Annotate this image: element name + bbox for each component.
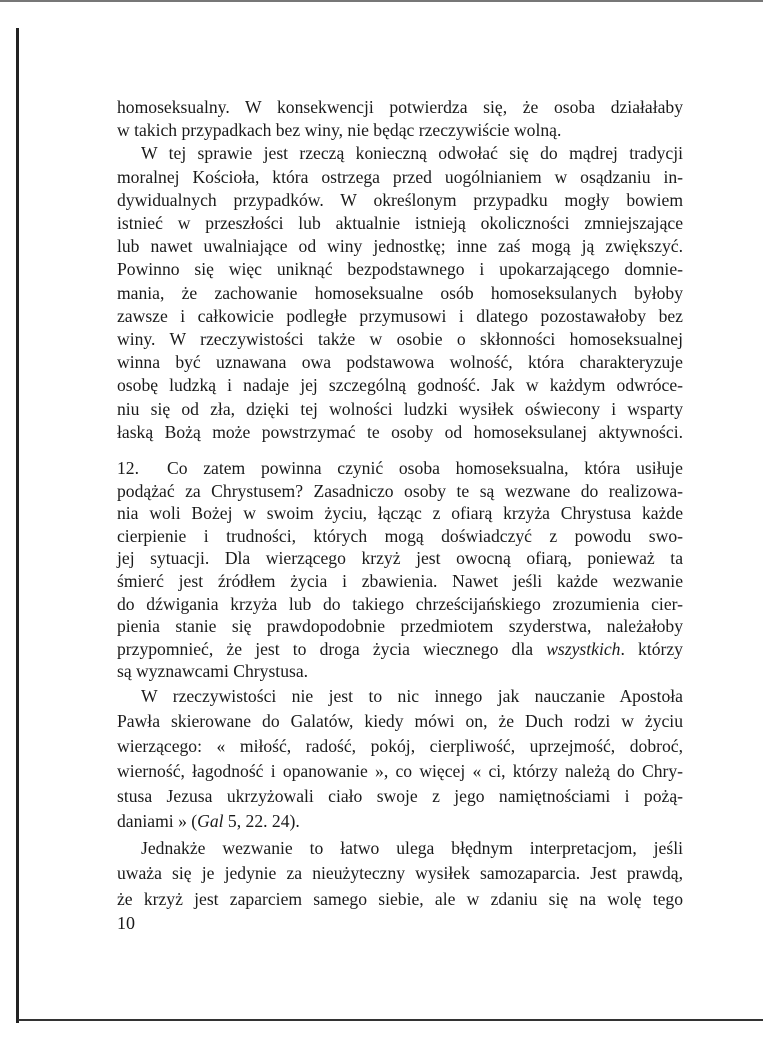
text-segment: stusa Jezusa ukrzyżowali ciało swoje z jego namiętnościami i pożą- <box>117 786 683 806</box>
text-line <box>117 862 683 884</box>
text-line <box>117 282 683 304</box>
text-segment: daniami » ( <box>117 811 198 831</box>
text-line <box>117 760 683 782</box>
italic-text: wszystkich <box>546 638 621 659</box>
text-line <box>117 119 683 141</box>
italic-text: Gal <box>197 811 224 831</box>
text-segment: W rzeczywistości nie jest to nic innego jak nauczanie Apostoła <box>141 686 683 706</box>
text-line <box>117 142 683 164</box>
text-line <box>117 660 683 682</box>
text-line <box>117 421 683 443</box>
text-segment: osobę ludzką i nadaje jej szczególną godność. Jak w każdym odwróce- <box>117 375 683 396</box>
text-segment: W tej sprawie jest rzeczą konieczną odwołać się do mądrej tradycji <box>141 143 683 164</box>
text-segment: wierność, łagodność i opanowanie », co więcej « ci, którzy należą do Chry- <box>117 761 683 781</box>
text-segment: do dźwigania krzyża lub do takiego chrześcijańskiego zrozumienia cier- <box>117 593 683 614</box>
text-segment: przypomnieć, że jest to droga życia wiecznego dla <box>117 638 547 659</box>
text-segment: że krzyż jest zaparciem samego siebie, ale w zdaniu się na wolę tego <box>117 888 683 909</box>
text-line <box>117 810 683 832</box>
text-segment: pienia stanie się prawdopodobnie przedmiotem szyderstwa, należałoby <box>117 616 683 637</box>
text-segment: winna być uznawana owa podstawowa wolność, która charakteryzuje <box>117 352 683 373</box>
text-segment: wierzącego: « miłość, radość, pokój, cierpliwość, uprzejmość, dobroć, <box>117 736 683 756</box>
text-line <box>117 638 683 660</box>
text-segment: uważa się je jedynie za nieużyteczny wysiłek samozaparcia. Jest prawdą, <box>117 863 683 884</box>
text-segment: łaską Bożą może powstrzymać te osoby od homoseksulanej aktywności. <box>117 421 683 442</box>
text-line <box>117 502 683 524</box>
text-segment: Powinno się więc uniknąć bezpodstawnego i upokarzającego domnie- <box>117 259 683 280</box>
text-line <box>117 785 683 807</box>
page-number: 10 <box>117 913 135 933</box>
paragraph-number: 12. <box>117 458 139 478</box>
text-segment: homoseksualny. W konsekwencji potwierdza się, że osoba działałaby <box>117 97 683 117</box>
text-segment: mania, że zachowanie homoseksualne osób homoseksulanych byłoby <box>117 282 683 303</box>
text-segment: moralnej Kościoła, która ostrzega przed uogólnianiem w osądzaniu in- <box>117 166 683 187</box>
text-line <box>117 374 683 396</box>
text-segment: w takich przypadkach bez winy, nie będąc rzeczywiście wolną. <box>117 120 562 141</box>
text-line <box>117 305 683 327</box>
text-line <box>117 888 683 910</box>
text-segment: niu się od zła, dzięki tej wolności ludzki wysiłek oświecony i wsparty <box>117 398 683 419</box>
text-segment: dywidualnych przypadków. W określonym przypadku mogły bowiem <box>117 189 683 210</box>
text-segment: zawsze i całkowicie podległe przymusowi i dlatego pozostawałoby bez <box>117 305 683 326</box>
text-line <box>117 351 683 373</box>
text-line <box>117 710 683 732</box>
text-segment: istnieć w przeszłości lub aktualnie istnieją okoliczności zmniejszające <box>117 213 683 233</box>
text-line <box>117 615 683 637</box>
text-segment: jej sytuacji. Dla wierzącego krzyż jest owocną ofiarą, ponieważ ta <box>117 548 683 569</box>
text-segment: Co zatem powinna czynić osoba homoseksualna, która usiłuje <box>167 458 683 478</box>
text-line <box>117 166 683 188</box>
text-line <box>117 837 683 859</box>
text-line <box>117 685 683 707</box>
text-line <box>117 457 683 479</box>
scan-edge-top <box>0 0 763 2</box>
text-segment: lub nawet uwalniające od winy jednostkę; inne zaś mogą ją zwiększyć. <box>117 236 683 257</box>
text-line <box>117 593 683 615</box>
text-line <box>117 525 683 547</box>
text-line <box>117 735 683 757</box>
text-segment: śmierć jest źródłem życia i zbawienia. Nawet jeśli każde wezwanie <box>117 571 683 591</box>
text-line <box>117 96 683 118</box>
text-segment: podążać za Chrystusem? Zasadniczo osoby te są wezwane do realizowa- <box>117 480 683 501</box>
text-line <box>117 235 683 257</box>
text-line <box>117 189 683 211</box>
text-line <box>117 258 683 280</box>
text-segment: nia woli Bożej w swoim życiu, łącząc z ofiarą krzyża Chrystusa każde <box>117 503 683 524</box>
text-segment: Jednakże wezwanie to łatwo ulega błędnym interpretacjom, jeśli <box>141 838 683 858</box>
text-segment: są wyznawcami Chrystusa. <box>117 661 309 682</box>
text-line <box>117 480 683 502</box>
text-line <box>117 212 683 234</box>
scan-edge-left <box>16 28 19 1023</box>
text-line <box>117 328 683 350</box>
text-line <box>117 398 683 420</box>
text-line <box>117 570 683 592</box>
text-line <box>117 547 683 569</box>
text-segment: winy. W rzeczywistości także w osobie o skłonności homoseksualnej <box>117 329 683 349</box>
scan-edge-bottom <box>18 1019 763 1021</box>
text-segment: . którzy <box>620 638 683 659</box>
text-segment: cierpienie i trudności, których mogą doświadczyć z powodu swo- <box>117 525 683 546</box>
text-segment: Pawła skierowane do Galatów, kiedy mówi on, że Duch rodzi w życiu <box>117 711 683 731</box>
text-segment: 5, 22. 24). <box>223 811 300 831</box>
